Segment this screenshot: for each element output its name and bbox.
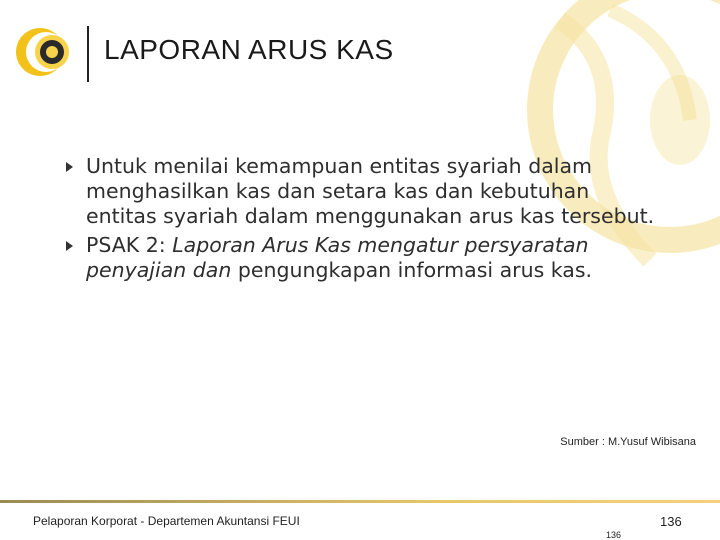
university-logo: [14, 22, 76, 82]
bullet-arrow-icon: [66, 162, 73, 172]
bullet-item-2: [64, 233, 664, 283]
footer-divider: [0, 500, 720, 503]
bullet-arrow-icon: [66, 241, 73, 251]
bullet-prefix-2: PSAK 2:: [86, 233, 166, 257]
title-divider: [87, 26, 89, 82]
source-note: Sumber : M.Yusuf Wibisana: [560, 436, 696, 448]
page-title: LAPORAN ARUS KAS: [104, 34, 394, 65]
slide-content: [64, 154, 664, 287]
page-number: 136: [660, 514, 682, 529]
bullet-item-1: [64, 154, 664, 229]
bullet-text-1: Untuk menilai kemampuan entitas syariah dalam menghasilkan kas dan setara kas dan kebutuhan entitas syariah dalam menggunakan arus kas tersebut.: [86, 154, 655, 228]
bullet-text-2: pengungkapan informasi arus kas.: [237, 258, 593, 282]
page-number-small: 136: [606, 530, 622, 540]
bullet-italic-2: Laporan Arus Kas mengatur persyaratan penyajian dan: [86, 233, 589, 282]
footer-department: Pelaporan Korporat - Departemen Akuntansi FEUI: [33, 514, 300, 528]
